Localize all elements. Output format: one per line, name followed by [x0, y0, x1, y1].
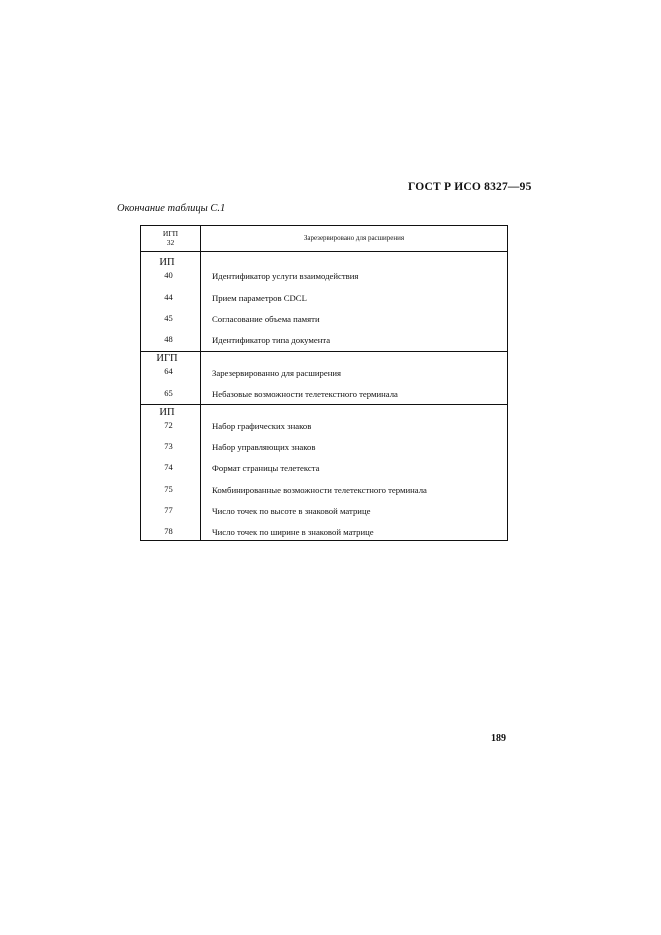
row-description: Прием параметров CDCL: [212, 293, 307, 303]
row-code: 72: [164, 420, 173, 430]
group-label: ИП: [159, 407, 175, 418]
row-description: Комбинированные возможности телетекстного терминала: [212, 485, 427, 495]
data-table: [140, 225, 508, 541]
row-description: Зарезервированно для расширения: [212, 368, 342, 378]
row-code: 64: [164, 366, 173, 376]
page-number: 189: [491, 733, 506, 744]
row-description: Число точек по высоте в знаковой матрице: [212, 506, 371, 516]
row-code: 44: [164, 292, 173, 302]
header-code-label: ИГП: [162, 229, 179, 238]
row-description: Идентификатор типа документа: [212, 335, 331, 345]
header-code-cell: [141, 229, 200, 247]
row-code: 78: [164, 526, 173, 536]
header-code-value: 32: [166, 238, 175, 247]
row-description: Формат страницы телетекста: [212, 463, 320, 473]
row-divider: [141, 251, 507, 252]
row-description: Набор управляющих знаков: [212, 442, 316, 452]
column-divider: [200, 226, 201, 540]
row-code: 40: [164, 270, 173, 280]
row-code: 73: [164, 441, 173, 451]
row-description: Идентификатор услуги взаимодействия: [212, 271, 359, 281]
row-description: Небазовые возможности телетекстного терминала: [212, 389, 398, 399]
table-caption: Окончание таблицы С.1: [117, 203, 226, 214]
row-code: 74: [164, 462, 173, 472]
row-divider: [141, 351, 507, 352]
row-code: 77: [164, 505, 173, 515]
row-code: 75: [164, 484, 173, 494]
row-code: 45: [164, 313, 173, 323]
row-divider: [141, 404, 507, 405]
row-description: Согласование объема памяти: [212, 314, 320, 324]
header-description: Зарезервировано для расширения: [303, 234, 405, 242]
standard-designation: ГОСТ Р ИСО 8327—95: [408, 181, 532, 193]
group-label: ИП: [159, 257, 175, 268]
row-description: Набор графических знаков: [212, 421, 312, 431]
row-description: Число точек по ширине в знаковой матрице: [212, 527, 374, 537]
row-code: 65: [164, 388, 173, 398]
row-code: 48: [164, 334, 173, 344]
group-label: ИГП: [156, 353, 178, 364]
